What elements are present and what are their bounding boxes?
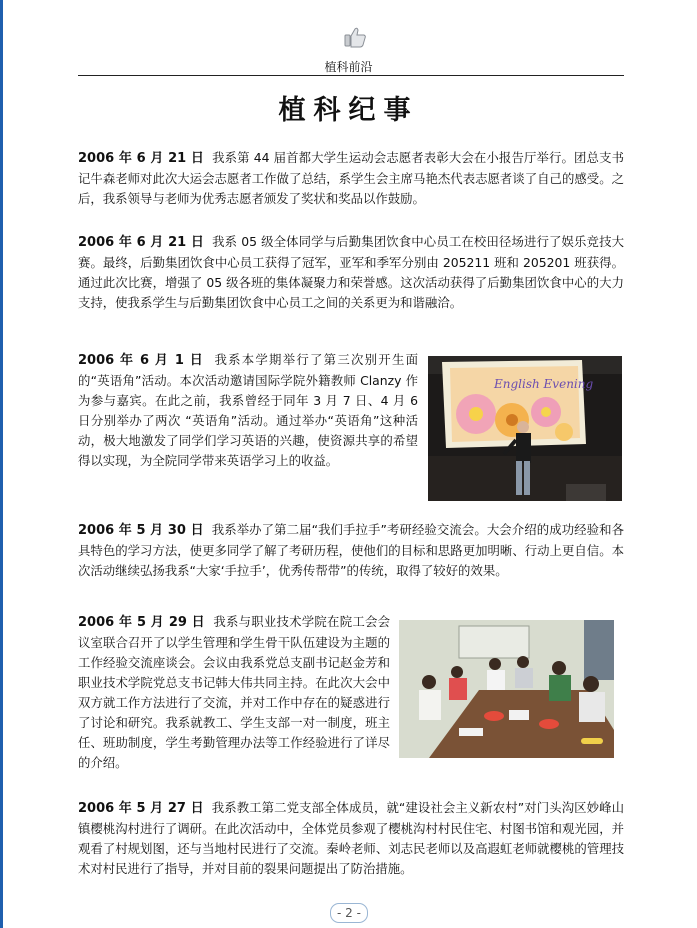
news-entry [78, 350, 418, 471]
slide-caption: English Evening [494, 377, 594, 391]
header-divider [78, 75, 624, 76]
page-left-border [0, 0, 3, 928]
running-header-title: 植科前沿 [324, 60, 373, 74]
entry-date: 2006 年 5 月 29 日 [78, 615, 205, 630]
entry-text: 我系 05 级全体同学与后勤集团饮食中心员工在校田径场进行了娱乐竞技大赛。最终，后勤集团饮食中心员工获得了冠军，亚军和季军分别由 205211 班和 205201 班获得。通过此次比赛，增强了 05 级各班的集体凝聚力和荣誉感。这次活动获得了后勤集团饮食中心的大力支持，使我系学生与后勤集团饮食中心员工之间的关系更为和谐融洽。 [78, 234, 624, 310]
entry-date: 2006 年 6 月 21 日 [78, 235, 204, 250]
entry-text: 我系第 44 届首都大学生运动会志愿者表彰大会在小报告厅举行。团总支书记牛森老师对此次大运会志愿者工作做了总结，系学生会主席马艳杰代表志愿者谈了自己的感受。之后，我系领导与老师为优秀志愿者颁发了奖状和奖品以作鼓励。 [78, 150, 624, 206]
entry-date: 2006 年 5 月 27 日 [78, 801, 204, 816]
entry-text: 我系举办了第二届“我们手拉手”考研经验交流会。大会介绍的成功经验和各具特色的学习方法，使更多同学了解了考研历程，使他们的目标和思路更加明晰、行动上更自信。本次活动继续弘扬我系“大家‘手拉手’，优秀传帮带”的传统，取得了较好的效果。 [78, 522, 624, 578]
thumbs-up-icon [343, 26, 367, 48]
page-title: 植科纪事 [278, 95, 419, 126]
news-entry [78, 612, 390, 773]
meeting-photo [399, 620, 614, 758]
entry-text: 我系本学期举行了第三次别开生面的“英语角”活动。本次活动邀请国际学院外籍教师 Clanzy 作为参与嘉宾。在此之前，我系曾经于同年 3 月 7 日、4 月 6 日分别举办了两次 “英语角”活动。通过举办“英语角”这种活动，极大地激发了同学们学习英语的兴趣，使资源共享的希望得以实现，为全院同学带来英语学习上的收益。 [78, 352, 418, 468]
page-number: - 2 - [330, 903, 368, 923]
news-entry [78, 232, 624, 313]
entry-date: 2006 年 6 月 1 日 [78, 353, 205, 368]
entry-text: 我系与职业技术学院在院工会会议室联合召开了以学生管理和学生骨干队伍建设为主题的工作经验交流座谈会。会议由我系党总支副书记赵金芳和职业技术学院党总支书记韩大伟共同主持。在此次大会中双方就工作方法进行了交流，并对工作中存在的疑惑进行了讨论和研究。我系就教工、学生支部一对一制度，班主任、班助制度，学生考勤管理办法等工作经验进行了详尽的介绍。 [78, 614, 390, 770]
news-entry [78, 148, 624, 209]
news-entry [78, 520, 624, 581]
english-evening-photo [428, 356, 622, 501]
entry-text: 我系教工第二党支部全体成员，就“建设社会主义新农村”对门头沟区妙峰山镇樱桃沟村进行了调研。在此次活动中，全体党员参观了樱桃沟村村民住宅、村图书馆和观光园，并观看了村规划图，还与当地村民进行了交流。秦岭老师、刘志民老师以及高遐虹老师就樱桃的管理技术对村民进行了指导，并对目前的裂果问题提出了防治措施。 [78, 800, 624, 876]
entry-date: 2006 年 5 月 30 日 [78, 523, 204, 538]
news-entry [78, 798, 624, 879]
entry-date: 2006 年 6 月 21 日 [78, 151, 204, 166]
